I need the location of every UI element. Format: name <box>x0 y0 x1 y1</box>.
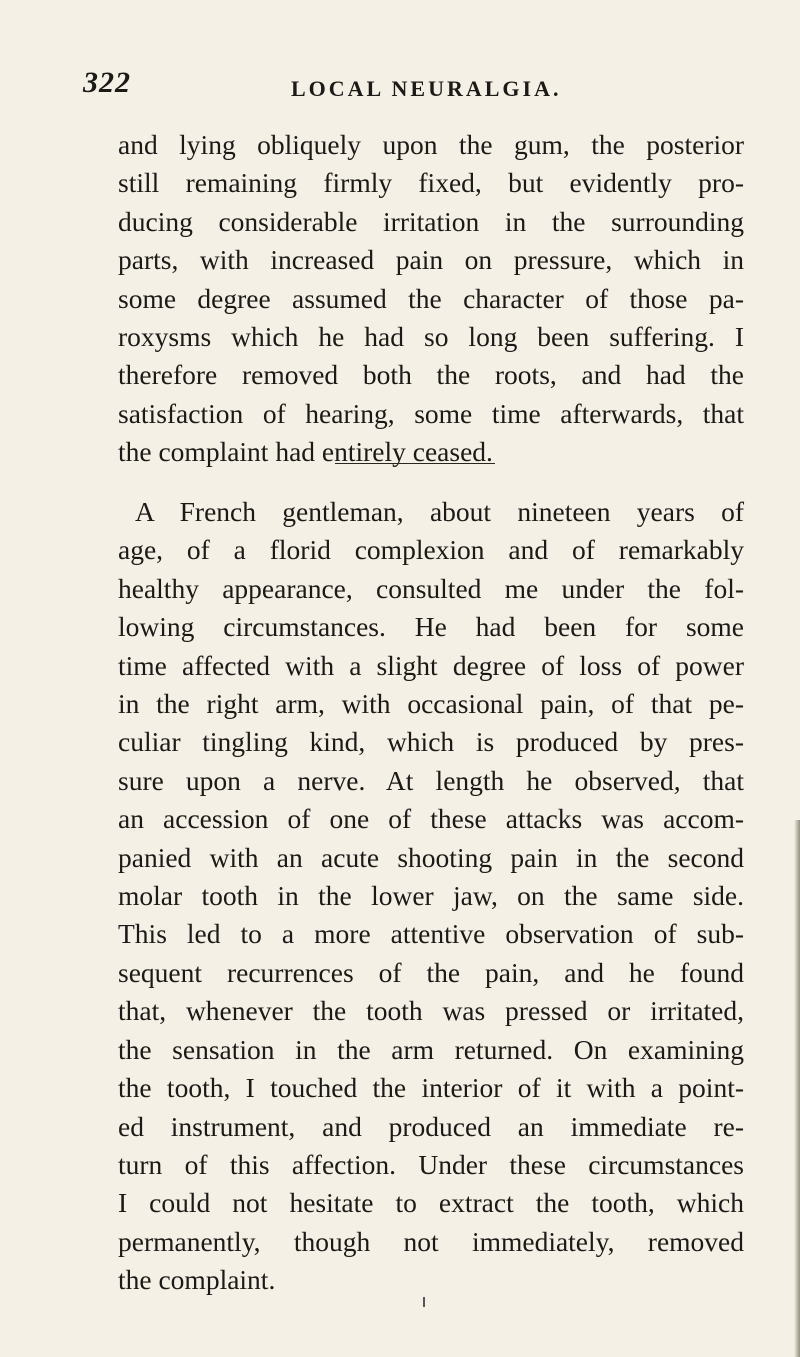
text-line: therefore removed both the roots, and had the <box>118 359 744 391</box>
text-line: sure upon a nerve. At length he observed, that <box>118 764 744 796</box>
text-line: turn of this affection. Under these circumstances <box>118 1148 744 1180</box>
text-line: in the right arm, with occasional pain, of that pe- <box>118 688 744 720</box>
text-line: some degree assumed the character of those pa- <box>118 282 744 314</box>
section-divider <box>335 463 495 464</box>
text-line: time affected with a slight degree of loss of power <box>118 649 744 681</box>
text-line: This led to a more attentive observation of sub- <box>118 918 744 950</box>
text-line: age, of a florid complexion and of remarkably <box>118 534 744 566</box>
printer-mark <box>423 1297 425 1307</box>
paragraph-case-french-gentleman <box>118 493 744 1300</box>
page-number: 322 <box>83 66 131 99</box>
text-line: and lying obliquely upon the gum, the posterior <box>118 129 744 160</box>
page-header <box>83 66 723 106</box>
running-head: LOCAL NEURALGIA. <box>291 76 562 101</box>
paragraph-continuation <box>118 126 744 472</box>
text-line: A French gentleman, about nineteen years of <box>135 496 744 527</box>
text-line: the sensation in the arm returned. On examining <box>118 1033 744 1065</box>
text-line: ducing considerable irritation in the surrounding <box>118 205 744 237</box>
text-line: I could not hesitate to extract the tooth, which <box>118 1187 744 1219</box>
text-line: the complaint had entirely ceased. <box>118 436 493 468</box>
text-line: satisfaction of hearing, some time afterwards, that <box>118 397 744 429</box>
text-line: an accession of one of these attacks was accom- <box>118 803 744 835</box>
text-line: panied with an acute shooting pain in the second <box>118 841 744 873</box>
text-line: permanently, though not immediately, removed <box>118 1225 744 1257</box>
text-line: still remaining firmly fixed, but evidently pro- <box>118 167 744 199</box>
text-line: molar tooth in the lower jaw, on the same side. <box>118 880 744 912</box>
text-line: roxysms which he had so long been suffering. I <box>118 321 744 353</box>
text-line: healthy appearance, consulted me under the fol- <box>118 572 744 604</box>
text-line: the tooth, I touched the interior of it with a point- <box>118 1072 744 1104</box>
text-line: the complaint. <box>118 1264 276 1296</box>
text-line: ed instrument, and produced an immediate re- <box>118 1110 744 1142</box>
text-line: sequent recurrences of the pain, and he found <box>118 956 744 988</box>
text-line: parts, with increased pain on pressure, which in <box>118 244 744 276</box>
page-edge-shadow <box>794 820 800 1357</box>
text-line: lowing circumstances. He had been for some <box>118 611 744 643</box>
text-line: that, whenever the tooth was pressed or irritated, <box>118 995 744 1027</box>
text-line: culiar tingling kind, which is produced by pres- <box>118 726 744 758</box>
